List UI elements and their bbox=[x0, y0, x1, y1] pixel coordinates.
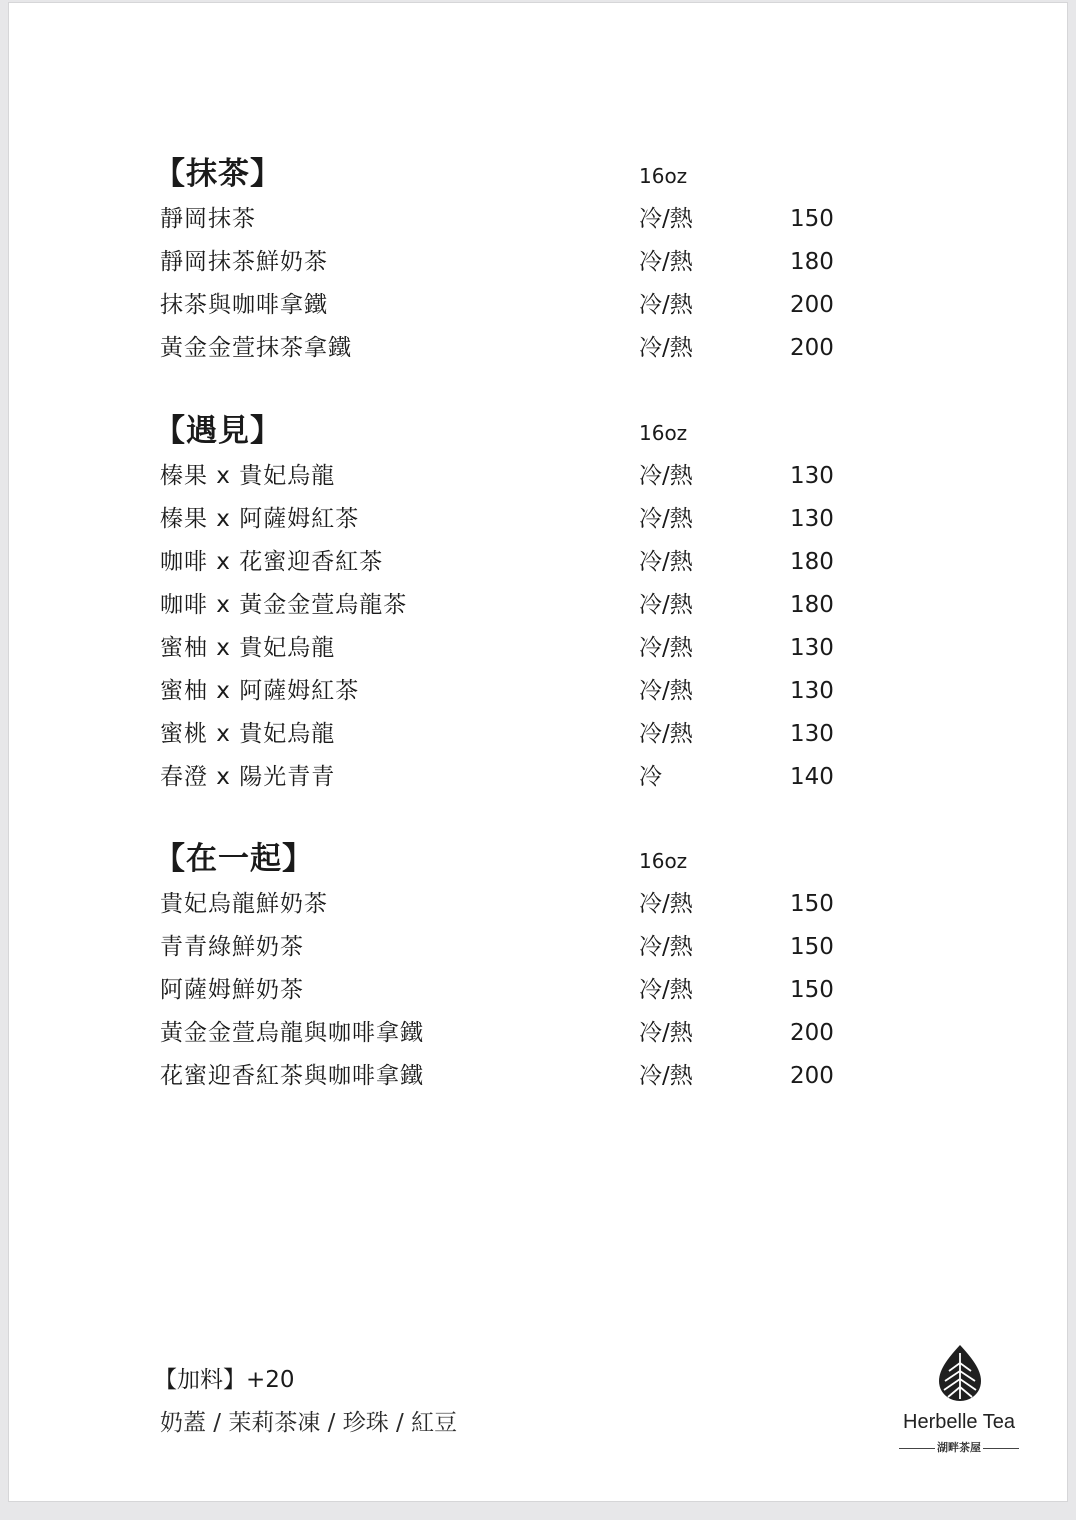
menu-item bbox=[9, 969, 1067, 1012]
item-price: 200 bbox=[790, 335, 834, 361]
menu-item bbox=[9, 1055, 1067, 1098]
menu-item bbox=[9, 627, 1067, 670]
item-temp: 冷 bbox=[639, 764, 662, 790]
item-temp: 冷/熱 bbox=[639, 249, 693, 275]
item-price: 140 bbox=[790, 764, 834, 790]
item-temp: 冷/熱 bbox=[639, 592, 693, 618]
item-name: 貴妃烏龍鮮奶茶 bbox=[160, 891, 328, 917]
item-temp: 冷/熱 bbox=[639, 506, 693, 532]
item-name: 蜜柚 x 阿薩姆紅茶 bbox=[160, 678, 360, 704]
item-name: 靜岡抹茶鮮奶茶 bbox=[160, 249, 328, 275]
item-name: 黃金金萱烏龍與咖啡拿鐵 bbox=[160, 1020, 424, 1046]
section-size: 16oz bbox=[639, 421, 688, 445]
item-name: 靜岡抹茶 bbox=[160, 206, 256, 232]
addons-list: 奶蓋 / 茉莉茶凍 / 珍珠 / 紅豆 bbox=[160, 1410, 458, 1436]
leaf-icon bbox=[937, 1343, 983, 1403]
item-temp: 冷/熱 bbox=[639, 1063, 693, 1089]
menu-item bbox=[9, 713, 1067, 756]
brand-name: Herbelle Tea bbox=[903, 1411, 1015, 1433]
menu-item bbox=[9, 498, 1067, 541]
brand-subtitle-row bbox=[889, 1439, 1029, 1457]
item-name: 抹茶與咖啡拿鐵 bbox=[160, 292, 328, 318]
menu-item bbox=[9, 584, 1067, 627]
item-temp: 冷/熱 bbox=[639, 463, 693, 489]
addons-title: 【加料】+20 bbox=[154, 1367, 295, 1393]
item-price: 130 bbox=[790, 721, 834, 747]
section-title: 【遇見】 bbox=[154, 413, 282, 449]
menu-item bbox=[9, 756, 1067, 799]
section-title: 【抹茶】 bbox=[154, 156, 282, 192]
item-temp: 冷/熱 bbox=[639, 335, 693, 361]
menu-item bbox=[9, 541, 1067, 584]
section-title: 【在一起】 bbox=[154, 841, 314, 877]
item-price: 180 bbox=[790, 592, 834, 618]
item-price: 150 bbox=[790, 206, 834, 232]
item-price: 130 bbox=[790, 635, 834, 661]
item-name: 咖啡 x 黃金金萱烏龍茶 bbox=[160, 592, 408, 618]
item-temp: 冷/熱 bbox=[639, 977, 693, 1003]
section-size: 16oz bbox=[639, 849, 688, 873]
item-price: 150 bbox=[790, 934, 834, 960]
item-temp: 冷/熱 bbox=[639, 292, 693, 318]
menu-item bbox=[9, 284, 1067, 327]
menu-item bbox=[9, 670, 1067, 713]
item-price: 180 bbox=[790, 249, 834, 275]
item-temp: 冷/熱 bbox=[639, 891, 693, 917]
item-temp: 冷/熱 bbox=[639, 549, 693, 575]
item-name: 蜜桃 x 貴妃烏龍 bbox=[160, 721, 336, 747]
item-price: 150 bbox=[790, 977, 834, 1003]
brand-logo bbox=[889, 1343, 1029, 1463]
item-price: 150 bbox=[790, 891, 834, 917]
menu-page bbox=[8, 2, 1068, 1502]
item-name: 榛果 x 貴妃烏龍 bbox=[160, 463, 336, 489]
item-price: 130 bbox=[790, 678, 834, 704]
item-temp: 冷/熱 bbox=[639, 678, 693, 704]
menu-item bbox=[9, 926, 1067, 969]
section-size: 16oz bbox=[639, 164, 688, 188]
item-temp: 冷/熱 bbox=[639, 934, 693, 960]
item-price: 200 bbox=[790, 1020, 834, 1046]
item-price: 130 bbox=[790, 463, 834, 489]
item-name: 黃金金萱抹茶拿鐵 bbox=[160, 335, 352, 361]
item-name: 青青綠鮮奶茶 bbox=[160, 934, 304, 960]
item-temp: 冷/熱 bbox=[639, 1020, 693, 1046]
item-temp: 冷/熱 bbox=[639, 721, 693, 747]
menu-item bbox=[9, 1012, 1067, 1055]
menu-item bbox=[9, 241, 1067, 284]
item-temp: 冷/熱 bbox=[639, 206, 693, 232]
item-temp: 冷/熱 bbox=[639, 635, 693, 661]
item-name: 阿薩姆鮮奶茶 bbox=[160, 977, 304, 1003]
item-price: 200 bbox=[790, 292, 834, 318]
item-name: 榛果 x 阿薩姆紅茶 bbox=[160, 506, 360, 532]
item-name: 蜜柚 x 貴妃烏龍 bbox=[160, 635, 336, 661]
brand-subtitle: 湖畔茶屋 bbox=[937, 1441, 981, 1454]
menu-item bbox=[9, 883, 1067, 926]
item-price: 130 bbox=[790, 506, 834, 532]
item-name: 花蜜迎香紅茶與咖啡拿鐵 bbox=[160, 1063, 424, 1089]
item-name: 春澄 x 陽光青青 bbox=[160, 764, 336, 790]
menu-item bbox=[9, 198, 1067, 241]
divider-line bbox=[983, 1448, 1019, 1449]
menu-item bbox=[9, 455, 1067, 498]
item-price: 180 bbox=[790, 549, 834, 575]
item-name: 咖啡 x 花蜜迎香紅茶 bbox=[160, 549, 384, 575]
menu-item bbox=[9, 327, 1067, 370]
item-price: 200 bbox=[790, 1063, 834, 1089]
